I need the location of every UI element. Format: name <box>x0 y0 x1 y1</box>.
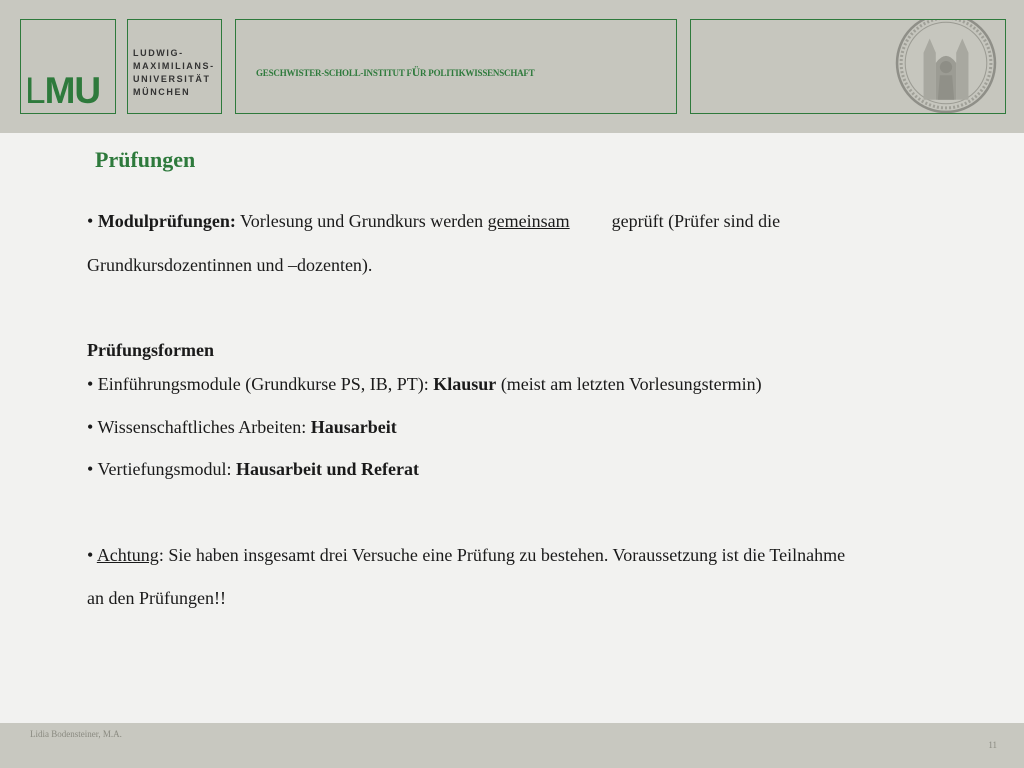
slide-header <box>0 0 1024 133</box>
slide-title: Prüfungen <box>95 147 196 172</box>
university-line: UNIVERSITÄT <box>133 74 211 84</box>
university-seal-box <box>690 19 1006 114</box>
lmu-logo-mark: LMU <box>25 70 101 111</box>
achtung-line: • Achtung: Sie haben insgesamt drei Versuche eine Prüfung zu bestehen. Voraussetzung ist die Teilnahme <box>87 545 846 565</box>
university-seal-icon <box>895 19 997 114</box>
lmu-logo <box>20 19 116 114</box>
pruefungsformen-heading: Prüfungsformen <box>87 340 214 360</box>
institute-box <box>235 19 677 114</box>
university-name <box>133 47 215 99</box>
achtung-continuation: an den Prüfungen!! <box>87 588 226 608</box>
university-line: MAXIMILIANS- <box>133 61 215 71</box>
author-name: Lidia Bodensteiner, M.A. <box>30 729 122 739</box>
slide-footer <box>0 723 1024 768</box>
institute-name: GESCHWISTER-SCHOLL-INSTITUT FÜR POLITIKWISSENSCHAFT <box>256 67 535 79</box>
list-item: • Vertiefungsmodul: Hausarbeit und Referat <box>87 459 419 479</box>
modulpruefungen-line: • Modulprüfungen: Vorlesung und Grundkurs werden gemeinsam geprüft (Prüfer sind die <box>87 211 781 231</box>
list-item: • Wissenschaftliches Arbeiten: Hausarbeit <box>87 417 397 437</box>
university-name-box <box>127 19 222 114</box>
modulpruefungen-continuation: Grundkursdozentinnen und –dozenten). <box>87 255 373 275</box>
university-line: LUDWIG- <box>133 48 184 58</box>
list-item: • Einführungsmodule (Grundkurse PS, IB, PT): Klausur (meist am letzten Vorlesungstermin) <box>87 374 762 394</box>
university-line: MÜNCHEN <box>133 87 191 97</box>
page-number: 11 <box>988 740 997 750</box>
